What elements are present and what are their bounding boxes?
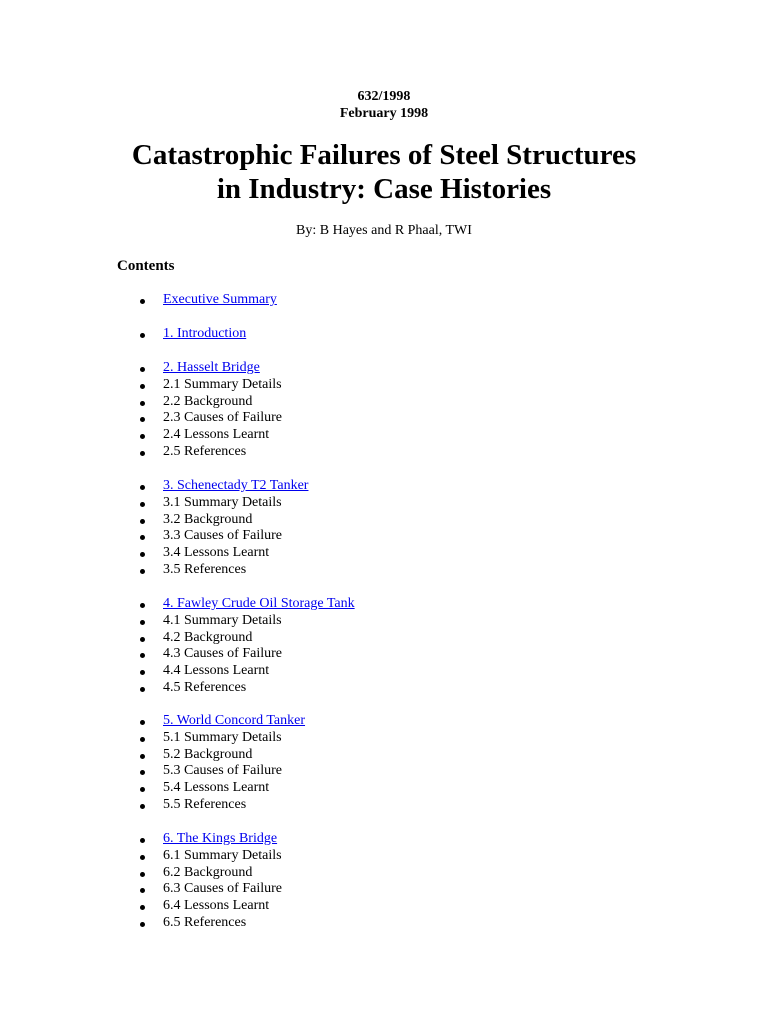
toc-subsection-item xyxy=(0,797,768,814)
bullet-icon xyxy=(140,367,145,372)
toc-section-link[interactable]: 2. Hasselt Bridge xyxy=(163,360,260,375)
bullet-icon xyxy=(140,637,145,642)
toc-subsection-label: 5.4 Lessons Learnt xyxy=(163,780,270,796)
toc-subsection-item xyxy=(0,410,768,427)
toc-subsection-item xyxy=(0,663,768,680)
bullet-icon xyxy=(140,502,145,507)
toc-subsection-item xyxy=(0,562,768,579)
bullet-icon xyxy=(140,434,145,439)
toc-subsection-label: 6.2 Background xyxy=(163,864,253,880)
bullet-icon xyxy=(140,838,145,843)
toc-subsection-label: 3.1 Summary Details xyxy=(163,494,282,510)
toc-subsection-label: 3.2 Background xyxy=(163,511,253,527)
bullet-icon xyxy=(140,872,145,877)
toc-group xyxy=(0,596,768,697)
toc-subsection-item xyxy=(0,915,768,932)
toc-subsection-label: 3.5 References xyxy=(163,561,247,577)
toc-subsection-item xyxy=(0,444,768,461)
bullet-icon xyxy=(140,770,145,775)
toc-section-link[interactable]: 3. Schenectady T2 Tanker xyxy=(163,478,309,493)
toc-subsection-item xyxy=(0,780,768,797)
bullet-icon xyxy=(140,653,145,658)
toc-subsection-label: 3.4 Lessons Learnt xyxy=(163,545,270,561)
bullet-icon xyxy=(140,888,145,893)
contents-heading: Contents xyxy=(117,258,175,274)
toc-subsection-label: 2.5 References xyxy=(163,443,247,459)
toc-subsection-label: 4.1 Summary Details xyxy=(163,612,282,628)
toc-group xyxy=(0,831,768,932)
toc-subsection-item xyxy=(0,528,768,545)
toc-subsection-item xyxy=(0,512,768,529)
toc-subsection-label: 6.1 Summary Details xyxy=(163,847,282,863)
authors-line: By: B Hayes and R Phaal, TWI xyxy=(296,223,472,238)
toc-subsection-label: 5.2 Background xyxy=(163,746,253,762)
toc-subsection-label: 2.3 Causes of Failure xyxy=(163,410,282,426)
bullet-icon xyxy=(140,333,145,338)
toc-subsection-label: 4.4 Lessons Learnt xyxy=(163,663,270,679)
toc-subsection-item xyxy=(0,646,768,663)
toc-subsection-item xyxy=(0,545,768,562)
toc-subsection-label: 4.2 Background xyxy=(163,629,253,645)
bullet-icon xyxy=(140,401,145,406)
bullet-icon xyxy=(140,670,145,675)
toc-section-item[interactable] xyxy=(0,478,768,495)
toc-subsection-item xyxy=(0,630,768,647)
toc-subsection-item xyxy=(0,495,768,512)
bullet-icon xyxy=(140,603,145,608)
toc-section-item[interactable] xyxy=(0,596,768,613)
toc-group xyxy=(0,360,768,461)
toc-subsection-label: 6.4 Lessons Learnt xyxy=(163,898,270,914)
toc-subsection-label: 5.1 Summary Details xyxy=(163,729,282,745)
bullet-icon xyxy=(140,299,145,304)
document-date: February 1998 xyxy=(339,106,429,121)
toc-subsection-item xyxy=(0,848,768,865)
toc-subsection-item xyxy=(0,394,768,411)
toc-subsection-item xyxy=(0,730,768,747)
toc-section-link[interactable]: 5. World Concord Tanker xyxy=(163,713,306,728)
bullet-icon xyxy=(140,569,145,574)
bullet-icon xyxy=(140,519,145,524)
bullet-icon xyxy=(140,787,145,792)
bullet-icon xyxy=(140,485,145,490)
toc-subsection-label: 4.5 References xyxy=(163,679,247,695)
toc-group xyxy=(0,478,768,579)
toc-subsection-label: 5.3 Causes of Failure xyxy=(163,763,282,779)
toc-group xyxy=(0,326,768,343)
bullet-icon xyxy=(140,804,145,809)
bullet-icon xyxy=(140,535,145,540)
document-number: 632/1998 xyxy=(357,89,411,104)
toc-subsection-label: 3.3 Causes of Failure xyxy=(163,528,282,544)
toc-subsection-label: 6.3 Causes of Failure xyxy=(163,881,282,897)
toc-section-link[interactable]: 1. Introduction xyxy=(163,326,247,341)
bullet-icon xyxy=(140,905,145,910)
toc-group xyxy=(0,292,768,309)
toc-group xyxy=(0,713,768,814)
bullet-icon xyxy=(140,855,145,860)
toc-section-item[interactable] xyxy=(0,326,768,343)
bullet-icon xyxy=(140,687,145,692)
bullet-icon xyxy=(140,417,145,422)
toc-section-item[interactable] xyxy=(0,713,768,730)
toc-section-link[interactable]: 6. The Kings Bridge xyxy=(163,831,278,846)
toc-subsection-item xyxy=(0,427,768,444)
bullet-icon xyxy=(140,754,145,759)
toc-section-item[interactable] xyxy=(0,292,768,309)
toc-subsection-item xyxy=(0,613,768,630)
bullet-icon xyxy=(140,620,145,625)
toc-section-link[interactable]: 4. Fawley Crude Oil Storage Tank xyxy=(163,596,355,611)
toc-section-item[interactable] xyxy=(0,360,768,377)
toc-section-item[interactable] xyxy=(0,831,768,848)
title-line-2: in Industry: Case Histories xyxy=(216,173,552,205)
document-title xyxy=(0,138,768,206)
bullet-icon xyxy=(140,384,145,389)
bullet-icon xyxy=(140,552,145,557)
title-line-1: Catastrophic Failures of Steel Structures xyxy=(131,139,637,171)
toc-subsection-label: 2.1 Summary Details xyxy=(163,376,282,392)
toc-subsection-item xyxy=(0,881,768,898)
toc-subsection-label: 4.3 Causes of Failure xyxy=(163,646,282,662)
bullet-icon xyxy=(140,737,145,742)
toc-subsection-item xyxy=(0,377,768,394)
toc-section-link[interactable]: Executive Summary xyxy=(163,292,277,307)
toc-subsection-label: 2.4 Lessons Learnt xyxy=(163,427,270,443)
toc-subsection-label: 5.5 References xyxy=(163,796,247,812)
toc-subsection-item xyxy=(0,865,768,882)
toc-subsection-item xyxy=(0,747,768,764)
toc-subsection-item xyxy=(0,680,768,697)
bullet-icon xyxy=(140,720,145,725)
bullet-icon xyxy=(140,922,145,927)
toc-subsection-label: 6.5 References xyxy=(163,914,247,930)
toc-subsection-label: 2.2 Background xyxy=(163,393,253,409)
toc-subsection-item xyxy=(0,763,768,780)
bullet-icon xyxy=(140,451,145,456)
toc-subsection-item xyxy=(0,898,768,915)
